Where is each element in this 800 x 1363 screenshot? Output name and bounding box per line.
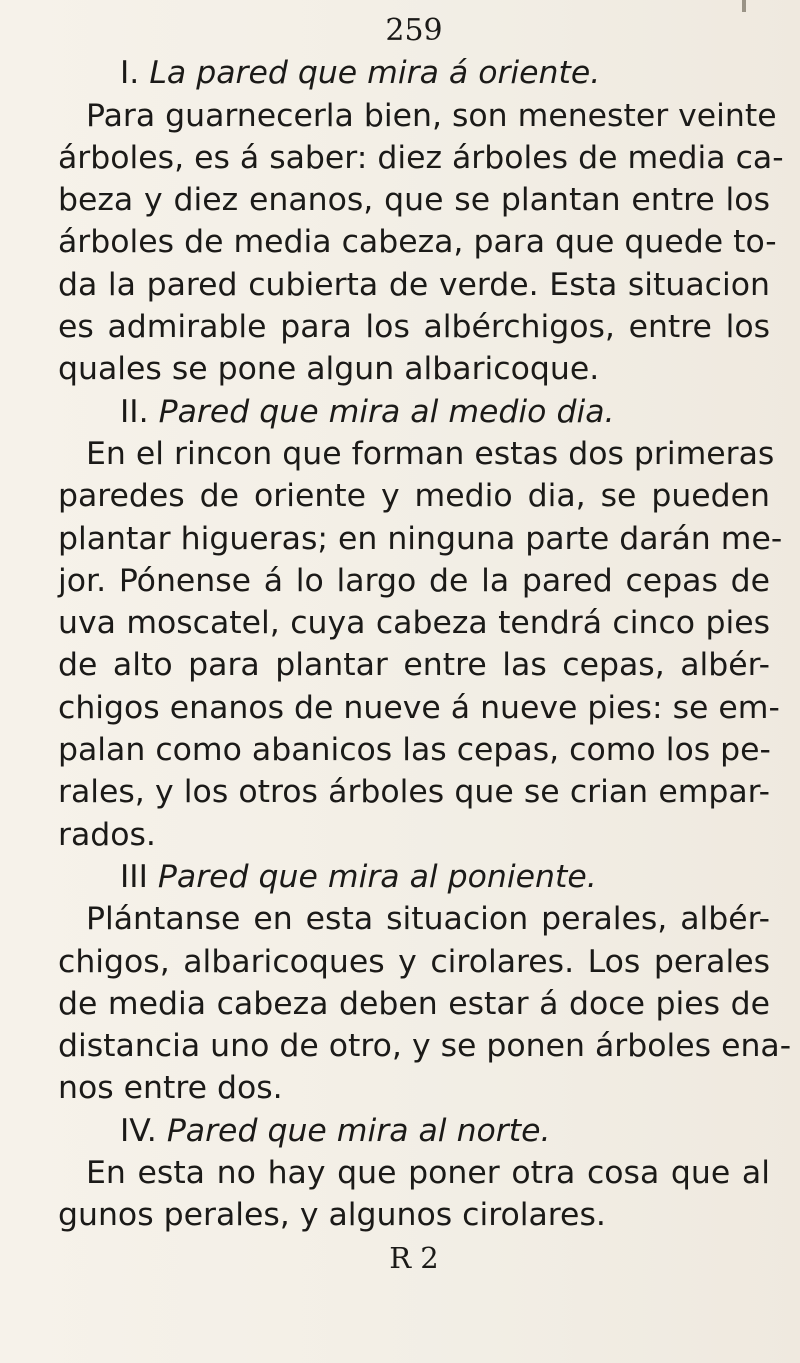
text-line: Para guarnecerla bien, son menester veinte (86, 97, 777, 134)
text-line: árboles, es á saber: diez árboles de media ca- (58, 139, 784, 176)
text-line: Plántanse en esta situacion perales, albér- (86, 901, 770, 938)
text-line: nos entre dos. (58, 1070, 283, 1107)
section-number: I. (120, 55, 140, 92)
page-text (58, 10, 792, 1279)
text-line: rados. (58, 816, 156, 853)
text-line: chigos enanos de nueve á nueve pies: se em- (58, 689, 780, 726)
text-line: En esta no hay que poner otra cosa que al (86, 1155, 770, 1192)
text-line: chigos, albaricoques y cirolares. Los perales (58, 943, 770, 980)
section-heading-3 (58, 856, 770, 898)
text-line: árboles de media cabeza, para que quede to- (58, 224, 777, 261)
section-title: La pared que mira á oriente. (149, 55, 601, 92)
text-line: da la pared cubierta de verde. Esta situacion (58, 266, 770, 303)
text-line: plantar higueras; en ninguna parte darán me- (58, 520, 783, 557)
text-line: de alto para plantar entre las cepas, albér- (58, 647, 770, 684)
section-title: Pared que mira al poniente. (157, 858, 597, 895)
page-number: 259 (385, 13, 443, 48)
section-number: II. (120, 393, 149, 430)
text-line: quales se pone algun albaricoque. (58, 351, 600, 388)
text-line: uva moscatel, cuya cabeza tendrá cinco pies (58, 605, 770, 642)
section-heading-4 (58, 1110, 770, 1152)
section-title: Pared que mira al medio dia. (158, 393, 615, 430)
section-heading-1 (58, 52, 770, 94)
section-number: III (120, 858, 148, 895)
section-number: IV. (120, 1112, 157, 1149)
text-line: palan como abanicos las cepas, como los pe- (58, 732, 771, 769)
signature-mark: R 2 (389, 1240, 439, 1275)
text-line: paredes de oriente y medio dia, se pueden (58, 478, 770, 515)
text-line: jor. Pónense á lo largo de la pared cepas de (58, 562, 770, 599)
section-title: Pared que mira al norte. (166, 1112, 551, 1149)
text-line: beza y diez enanos, que se plantan entre los (58, 182, 770, 219)
text-line: distancia uno de otro, y se ponen árboles ena- (58, 1028, 792, 1065)
text-line: En el rincon que forman estas dos primeras (86, 435, 775, 472)
text-line: es admirable para los albérchigos, entre los (58, 309, 770, 346)
section-heading-2 (58, 391, 770, 433)
text-line: gunos perales, y algunos cirolares. (58, 1197, 606, 1234)
text-line: de media cabeza deben estar á doce pies de (58, 985, 770, 1022)
text-line: rales, y los otros árboles que se crian empar- (58, 774, 770, 811)
